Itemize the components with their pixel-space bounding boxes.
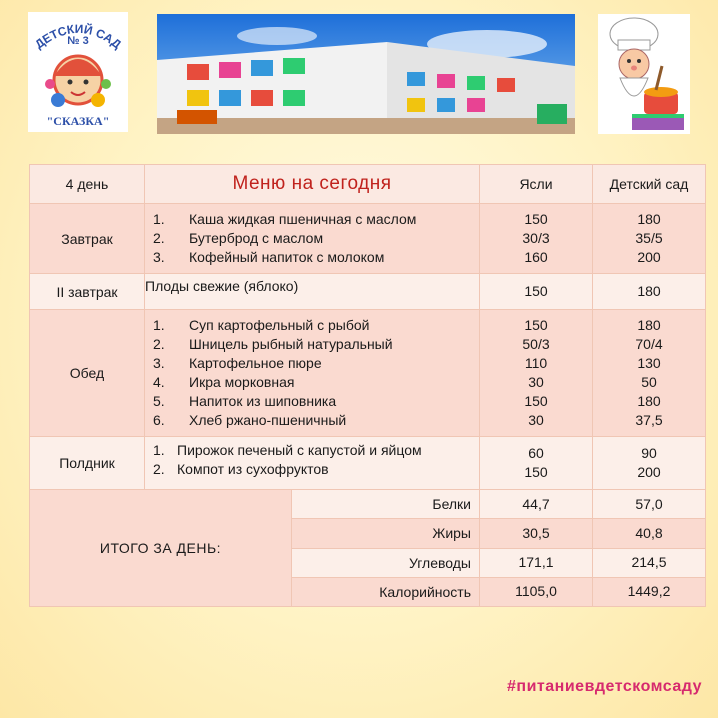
meal-name: Завтрак <box>30 204 145 274</box>
nursery-portions: 150 30/3 160 <box>480 204 593 274</box>
nutrient-name: Белки <box>292 490 479 519</box>
totals-label: ИТОГО ЗА ДЕНЬ: <box>99 540 222 556</box>
table-row <box>30 437 706 490</box>
nutrient-name: Углеводы <box>292 549 479 578</box>
nutrient-name: Жиры <box>292 519 479 548</box>
nutrient-name: Калорийность <box>292 578 479 606</box>
day-label: 4 день <box>30 165 145 204</box>
kindergarten-total: 214,5 <box>593 548 706 577</box>
list-item: 2. Компот из сухофруктов <box>153 461 329 477</box>
list-item: 1. Каша жидкая пшеничная с маслом <box>153 211 417 227</box>
nursery-portions: 60 150 <box>480 437 593 490</box>
chef-illustration <box>598 14 690 134</box>
nursery-portions: 150 <box>480 274 593 310</box>
nursery-portions: 150 50/3 110 30 150 30 <box>480 310 593 437</box>
kindergarten-portions: 90 200 <box>593 437 706 490</box>
logo-text-num: № 3 <box>67 35 89 47</box>
meal-name: II завтрак <box>30 274 145 310</box>
list-item: 2. Шницель рыбный натуральный <box>153 336 393 352</box>
menu-table <box>29 164 706 607</box>
meal-name: Полдник <box>30 437 145 490</box>
meal-items: Плоды свежие (яблоко) <box>145 274 480 310</box>
nursery-total: 171,1 <box>480 548 593 577</box>
meal-items <box>145 204 480 274</box>
meal-items <box>145 437 480 490</box>
page-title: Меню на сегодня <box>145 165 480 204</box>
totals-block <box>30 490 480 607</box>
kindergarten-portions: 180 <box>593 274 706 310</box>
nursery-total: 30,5 <box>480 519 593 548</box>
list-item: 5. Напиток из шиповника <box>153 393 337 409</box>
nursery-total: 44,7 <box>480 490 593 519</box>
list-item: 2. Бутерброд с маслом <box>153 230 324 246</box>
kindergarten-portions: 180 70/4 130 50 180 37,5 <box>593 310 706 437</box>
list-item: 1. Суп картофельный с рыбой <box>153 317 370 333</box>
logo-text-top: ДЕТСКИЙ САД <box>32 21 124 52</box>
col-header-kindergarten: Детский сад <box>593 165 706 204</box>
nursery-total: 1105,0 <box>480 577 593 606</box>
kindergarten-total: 1449,2 <box>593 577 706 606</box>
meal-items <box>145 310 480 437</box>
kindergarten-portions: 180 35/5 200 <box>593 204 706 274</box>
hashtag[interactable]: #питаниевдетскомсаду <box>507 678 702 695</box>
menu-header-row <box>30 165 706 204</box>
logo-text-name: "СКАЗКА" <box>46 114 110 128</box>
list-item: 4. Икра морковная <box>153 374 295 390</box>
kindergarten-total: 40,8 <box>593 519 706 548</box>
list-item: 1. Пирожок печеный с капустой и яйцом <box>153 442 422 458</box>
list-item: 3. Кофейный напиток с молоком <box>153 249 385 265</box>
col-header-nursery: Ясли <box>480 165 593 204</box>
list-item: 3. Картофельное пюре <box>153 355 322 371</box>
table-row <box>30 274 706 310</box>
table-row <box>30 310 706 437</box>
kindergarten-logo <box>28 12 128 132</box>
totals-row <box>30 490 706 519</box>
meal-name: Обед <box>30 310 145 437</box>
kindergarten-building-photo <box>157 14 575 134</box>
list-item: 6. Хлеб ржано-пшеничный <box>153 412 347 428</box>
table-row <box>30 204 706 274</box>
kindergarten-total: 57,0 <box>593 490 706 519</box>
